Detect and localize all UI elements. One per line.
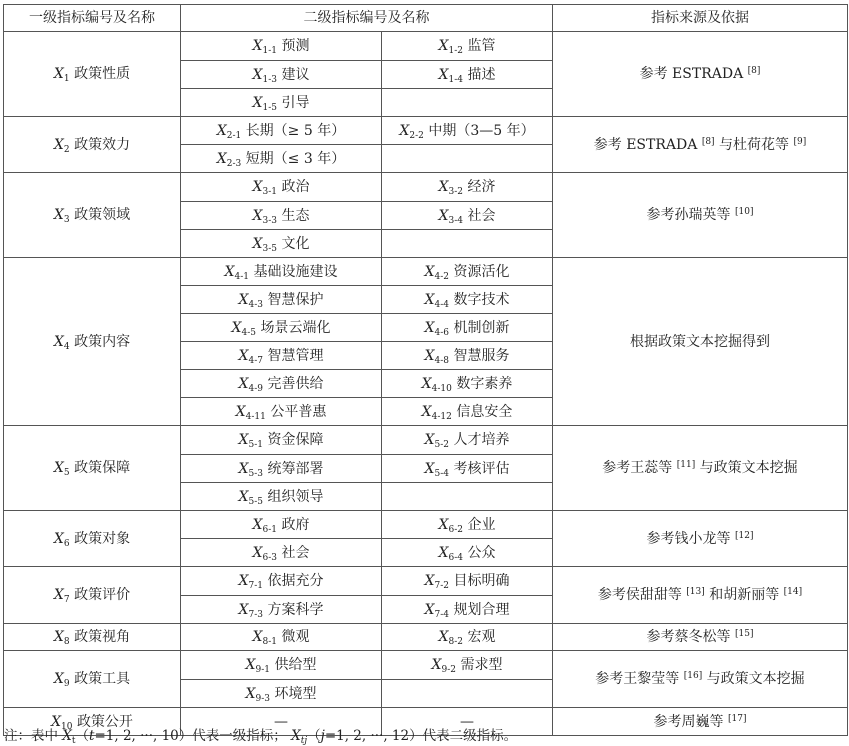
- source-cell: 参考周巍等 [17]: [553, 708, 848, 736]
- level2-cell: $X_{8-2}$ 宏观: [382, 624, 553, 651]
- level2-cell: —: [382, 708, 553, 736]
- indicator-table: [3, 4, 848, 736]
- table-row: [4, 258, 848, 286]
- table-body: [4, 32, 848, 736]
- level1-cell: $X_7$ 政策评价: [4, 567, 181, 624]
- table-row: [4, 173, 848, 202]
- empty-cell: [382, 230, 553, 258]
- level2-cell: $X_{4-10}$ 数字素养: [382, 370, 553, 398]
- level2-cell: $X_{9-3}$ 环境型: [181, 680, 382, 708]
- level2-cell: $X_{6-3}$ 社会: [181, 539, 382, 567]
- level2-cell: $X_{1-1}$ 预测: [181, 32, 382, 61]
- level1-cell: $X_5$ 政策保障: [4, 426, 181, 511]
- level2-cell: —: [181, 708, 382, 736]
- level2-cell: $X_{2-2}$ 中期（3—5 年）: [382, 117, 553, 145]
- table-row: [4, 426, 848, 455]
- level1-cell: $X_4$ 政策内容: [4, 258, 181, 426]
- source-cell: 根据政策文本挖掘得到: [553, 258, 848, 426]
- table-row: [4, 511, 848, 539]
- source-cell: 参考 ESTRADA [8]: [553, 32, 848, 117]
- level2-cell: $X_{4-7}$ 智慧管理: [181, 342, 382, 370]
- level2-cell: $X_{3-2}$ 经济: [382, 173, 553, 202]
- level2-cell: $X_{1-4}$ 描述: [382, 61, 553, 89]
- level2-cell: $X_{6-2}$ 企业: [382, 511, 553, 539]
- source-cell: 参考钱小龙等 [12]: [553, 511, 848, 567]
- header-row: [4, 5, 848, 32]
- level2-cell: $X_{7-2}$ 目标明确: [382, 567, 553, 596]
- level2-cell: $X_{5-5}$ 组织领导: [181, 483, 382, 511]
- table-row: [4, 651, 848, 680]
- level2-cell: $X_{5-3}$ 统筹部署: [181, 455, 382, 483]
- level2-cell: $X_{3-1}$ 政治: [181, 173, 382, 202]
- level1-cell: $X_9$ 政策工具: [4, 651, 181, 708]
- level1-cell: $X_6$ 政策对象: [4, 511, 181, 567]
- source-cell: 参考王黎莹等 [16] 与政策文本挖掘: [553, 651, 848, 708]
- table-note: 注：表中 $X_t(t=1$, 2, ···, 10）代表一级指标； $X_{tj}(j=1$, 2, ···, 12）代表二级指标。: [4, 728, 518, 746]
- table-row: [4, 624, 848, 651]
- table-row: [4, 32, 848, 61]
- level1-cell: $X_1$ 政策性质: [4, 32, 181, 117]
- level2-cell: $X_{4-9}$ 完善供给: [181, 370, 382, 398]
- level2-cell: $X_{9-1}$ 供给型: [181, 651, 382, 680]
- header-source: 指标来源及依据: [553, 5, 848, 32]
- level2-cell: $X_{4-8}$ 智慧服务: [382, 342, 553, 370]
- level2-cell: $X_{7-4}$ 规划合理: [382, 596, 553, 624]
- level2-cell: $X_{7-3}$ 方案科学: [181, 596, 382, 624]
- level2-cell: $X_{7-1}$ 依据充分: [181, 567, 382, 596]
- level2-cell: $X_{1-3}$ 建议: [181, 61, 382, 89]
- source-cell: 参考王蕊等 [11] 与政策文本挖掘: [553, 426, 848, 511]
- source-cell: 参考 ESTRADA [8] 与杜荷花等 [9]: [553, 117, 848, 173]
- empty-cell: [382, 145, 553, 173]
- empty-cell: [382, 680, 553, 708]
- level2-cell: $X_{9-2}$ 需求型: [382, 651, 553, 680]
- level2-cell: $X_{4-11}$ 公平普惠: [181, 398, 382, 426]
- level2-cell: $X_{1-2}$ 监管: [382, 32, 553, 61]
- level2-cell: $X_{4-12}$ 信息安全: [382, 398, 553, 426]
- source-cell: 参考孙瑞英等 [10]: [553, 173, 848, 258]
- level2-cell: $X_{4-2}$ 资源活化: [382, 258, 553, 286]
- source-cell: 参考侯甜甜等 [13] 和胡新丽等 [14]: [553, 567, 848, 624]
- level2-cell: $X_{4-4}$ 数字技术: [382, 286, 553, 314]
- header-level1: 一级指标编号及名称: [4, 5, 181, 32]
- level2-cell: $X_{2-1}$ 长期（≥ 5 年）: [181, 117, 382, 145]
- level1-cell: $X_8$ 政策视角: [4, 624, 181, 651]
- level2-cell: $X_{1-5}$ 引导: [181, 89, 382, 117]
- level2-cell: $X_{6-4}$ 公众: [382, 539, 553, 567]
- empty-cell: [382, 89, 553, 117]
- level2-cell: $X_{3-4}$ 社会: [382, 202, 553, 230]
- level2-cell: $X_{4-1}$ 基础设施建设: [181, 258, 382, 286]
- level2-cell: $X_{3-5}$ 文化: [181, 230, 382, 258]
- level1-cell: $X_{10}$ 政策公开: [4, 708, 181, 736]
- level1-cell: $X_2$ 政策效力: [4, 117, 181, 173]
- level2-cell: $X_{5-4}$ 考核评估: [382, 455, 553, 483]
- level2-cell: $X_{8-1}$ 微观: [181, 624, 382, 651]
- level2-cell: $X_{3-3}$ 生态: [181, 202, 382, 230]
- level2-cell: $X_{5-1}$ 资金保障: [181, 426, 382, 455]
- level2-cell: $X_{4-5}$ 场景云端化: [181, 314, 382, 342]
- level2-cell: $X_{4-6}$ 机制创新: [382, 314, 553, 342]
- level2-cell: $X_{6-1}$ 政府: [181, 511, 382, 539]
- source-cell: 参考蔡冬松等 [15]: [553, 624, 848, 651]
- empty-cell: [382, 483, 553, 511]
- level2-cell: $X_{5-2}$ 人才培养: [382, 426, 553, 455]
- table-row: [4, 117, 848, 145]
- header-level2: 二级指标编号及名称: [181, 5, 553, 32]
- level1-cell: $X_3$ 政策领域: [4, 173, 181, 258]
- level2-cell: $X_{2-3}$ 短期（≤ 3 年）: [181, 145, 382, 173]
- level2-cell: $X_{4-3}$ 智慧保护: [181, 286, 382, 314]
- table-row: [4, 567, 848, 596]
